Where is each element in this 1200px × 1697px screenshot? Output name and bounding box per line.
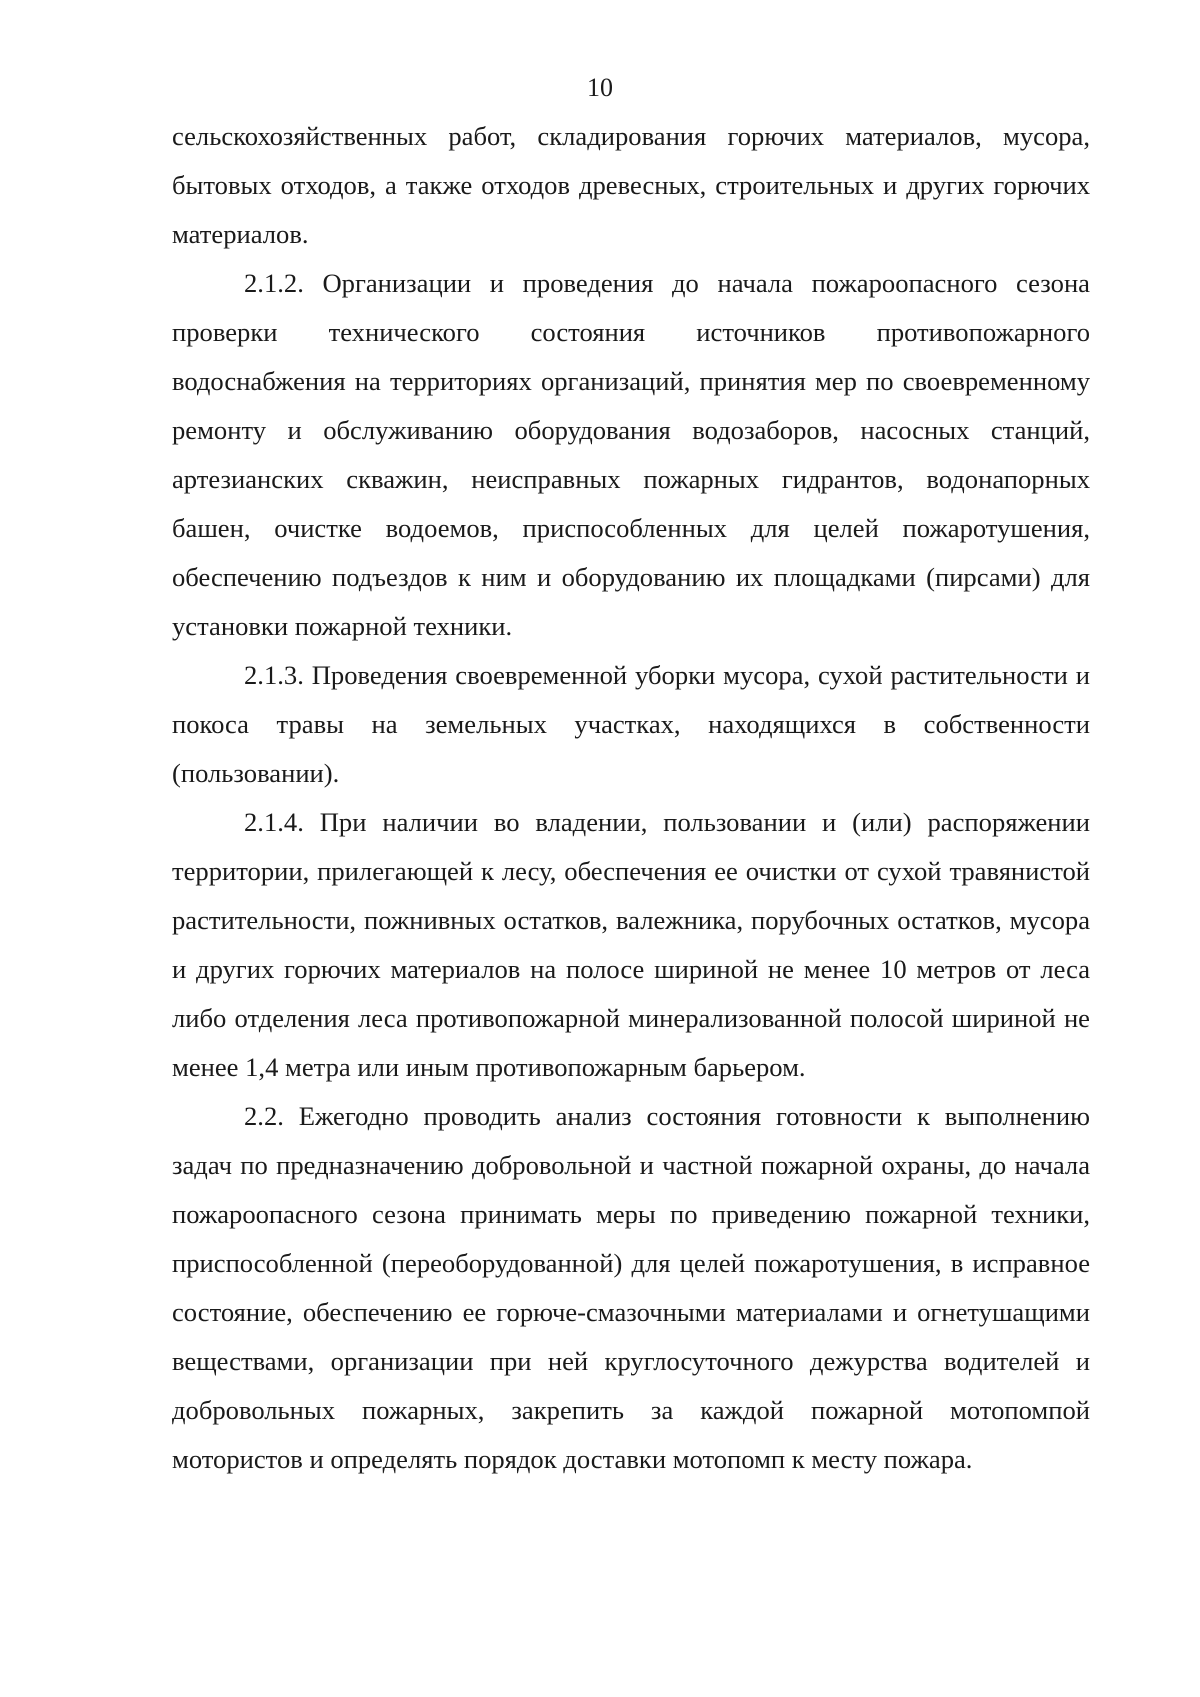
paragraph-2-1-2: 2.1.2. Организации и проведения до начала пожароопасного сезона проверки технического состояния источников противопожарного водоснабжения на территориях организаций, принятия мер по своевременному ремонту и обслуживанию оборудования водозаборов, насосных станций, артезианских скважин, неисправных пожарных гидрантов, водонапорных башен, очистке водоемов, приспособленных для целей пожаротушения, обеспечению подъездов к ним и оборудованию их площадками (пирсами) для установки пожарной техники. (172, 268, 1090, 641)
paragraph-2-1-3: 2.1.3. Проведения своевременной уборки мусора, сухой растительности и покоса травы на земельных участках, находящихся в собственности (пользовании). (172, 660, 1090, 788)
document-body (172, 112, 1090, 1484)
paragraph-2-2: 2.2. Ежегодно проводить анализ состояния готовности к выполнению задач по предназначению добровольной и частной пожарной охраны, до начала пожароопасного сезона принимать меры по приведению пожарной техники, приспособленной (переоборудованной) для целей пожаротушения, в исправное состояние, обеспечению ее горюче-смазочными материалами и огнетушащими веществами, организации при ней круглосуточного дежурства водителей и добровольных пожарных, закрепить за каждой пожарной мотопомпой мотористов и определять порядок доставки мотопомп к месту пожара. (172, 1101, 1090, 1474)
paragraph-2-1-4: 2.1.4. При наличии во владении, пользовании и (или) распоряжении территории, прилегающей к лесу, обеспечения ее очистки от сухой травянистой растительности, пожнивных остатков, валежника, порубочных остатков, мусора и других горючих материалов на полосе шириной не менее 10 метров от леса либо отделения леса противопожарной минерализованной полосой шириной не менее 1,4 метра или иным противопожарным барьером. (172, 807, 1090, 1082)
paragraph-continuation: сельскохозяйственных работ, складирования горючих материалов, мусора, бытовых отходов, а также отходов древесных, строительных и других горючих материалов. (172, 121, 1090, 249)
page-number: 10 (587, 73, 613, 102)
